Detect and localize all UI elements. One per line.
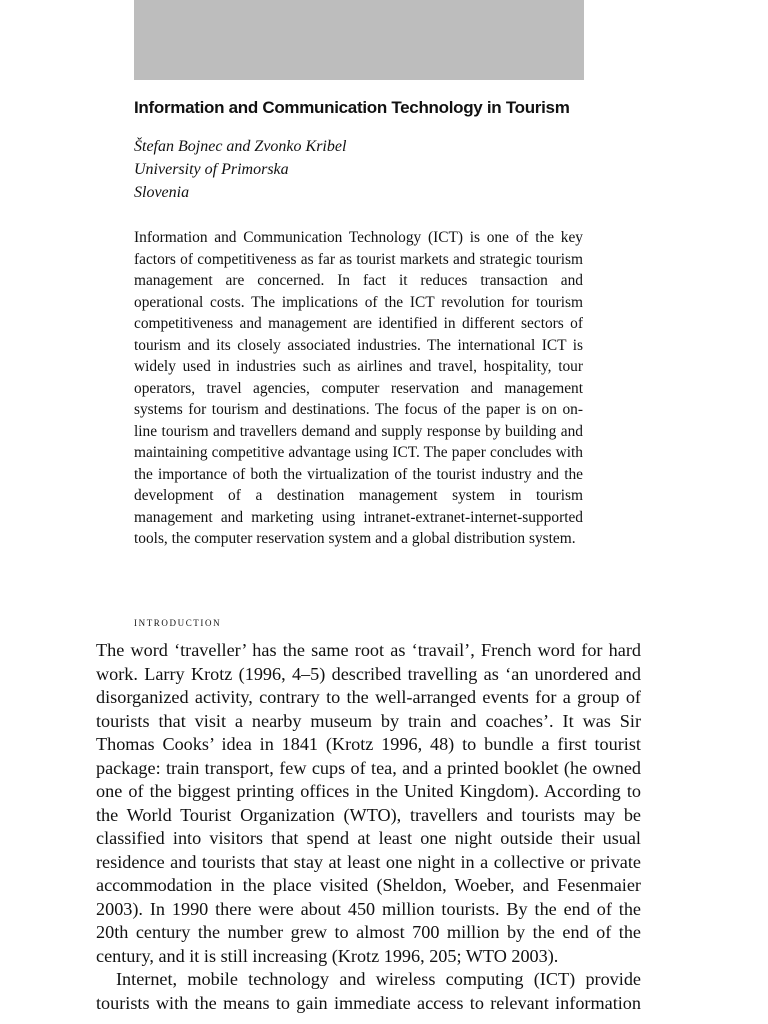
section-heading-introduction: introduction xyxy=(134,614,222,629)
author-country: Slovenia xyxy=(134,184,190,201)
body-paragraph-2: Internet, mobile technology and wireless computing (ICT) provide tourists with the means to gain immediate access to relevant information xyxy=(96,969,641,1013)
header-band xyxy=(134,0,584,80)
author-affiliation: University of Primorska xyxy=(134,161,289,178)
body-paragraph-1: The word ‘traveller’ has the same root as ‘travail’, French word for hard work. Larry Krotz (1996, 4–5) described travelling as ‘an unordered and disorganized activity, contrary to the well-arranged events for a group of tourists that visit a nearby museum by train and coaches’. It was Sir Thomas Cooks’ idea in 1841 (Krotz 1996, 48) to bundle a first tourist package: train transport, few cups of tea, and a printed booklet (he owned one of the biggest printing offices in the United Kingdom). According to the World Tourist Organization (WTO), travellers and tourists may be classified into visitors that spend at least one night outside their usual residence and tourists that stay at least one night in a collective or private accommodation in the place visited (Sheldon, Woeber, and Fesenmaier 2003). In 1990 there were about 450 million tourists. By the end of the 20th century the number grew to almost 700 million by the end of the century, and it is still increasing (Krotz 1996, 205; WTO 2003). xyxy=(96,640,641,966)
author-block xyxy=(134,135,584,204)
abstract-text: Information and Communication Technology (ICT) is one of the key factors of competitiveness as far as tourist markets and strategic tourism management are concerned. In fact it reduces transaction and operational costs. The implications of the ICT revolution for tourism competitiveness and management are identified in different sectors of tourism and its closely associated industries. The international ICT is widely used in industries such as airlines and travel, hospitality, tour operators, travel agencies, computer reservation and management systems for tourism and destinations. The focus of the paper is on on-line tourism and travellers demand and supply response by building and maintaining competitive advantage using ICT. The paper concludes with the importance of both the virtualization of the tourist industry and the development of a destination management system in tourism management and marketing using intranet-extranet-internet-supported tools, the computer reservation system and a global distribution system. xyxy=(134,229,583,547)
paper-title: Information and Communication Technology in Tourism xyxy=(134,98,570,117)
body-text xyxy=(96,639,641,1015)
author-names: Štefan Bojnec and Zvonko Kribel xyxy=(134,138,347,155)
